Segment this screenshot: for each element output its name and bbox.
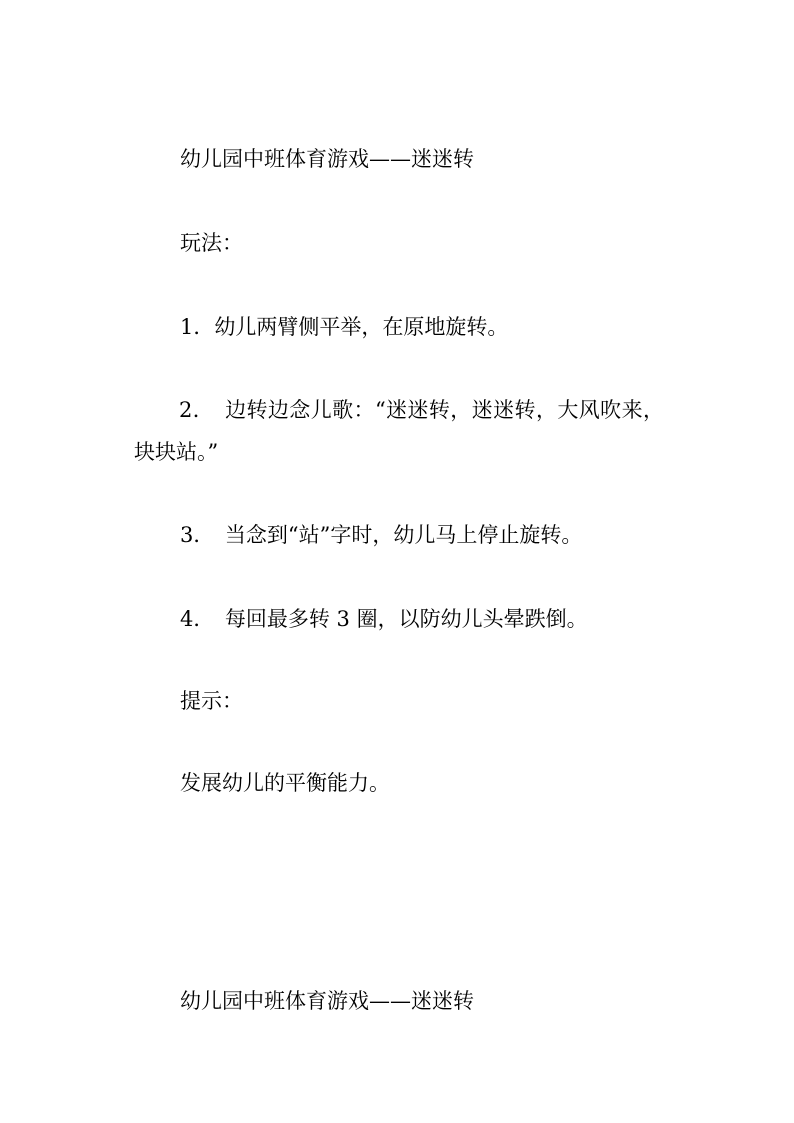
tip-text: 发展幼儿的平衡能力。 bbox=[180, 771, 390, 795]
repeated-title: 幼儿园中班体育游戏——迷迷转 bbox=[180, 989, 474, 1013]
document-title: 幼儿园中班体育游戏——迷迷转 bbox=[180, 147, 474, 171]
method-heading: 玩法： bbox=[180, 231, 243, 255]
tip-heading: 提示： bbox=[180, 689, 243, 713]
step-item: 4． 每回最多转 3 圈，以防幼儿头晕跌倒。 bbox=[180, 607, 588, 631]
step-item: 2． 边转边念儿歌：“迷迷转，迷迷转，大风吹来，块块站。” bbox=[134, 398, 664, 464]
step-item: 3． 当念到“站”字时，幼儿马上停止旋转。 bbox=[180, 523, 583, 547]
step-item: 1．幼儿两臂侧平举，在原地旋转。 bbox=[180, 315, 509, 339]
